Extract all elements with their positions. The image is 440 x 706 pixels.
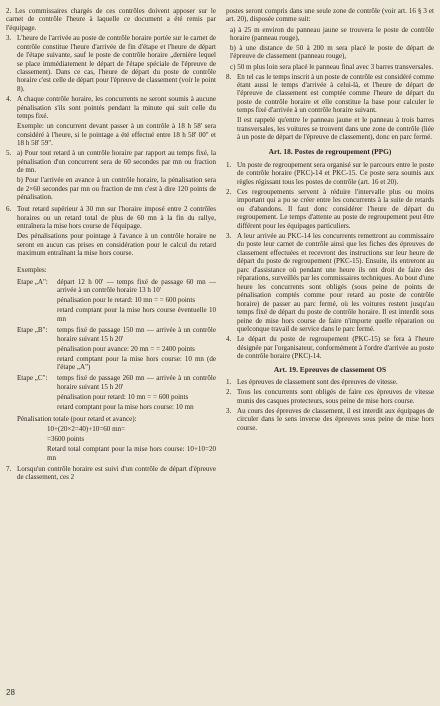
item-text: A leur arrivée au PKC-14 les concurrents remettront au commissaire du poste leur carnet de contrôle ainsi que les fiches des épreuves de classement effectuées et recevront des instructions sur leur heure de départ du poste de regroupement (PKC-15). Ensuite, ils entreront au parc d'assistance où pendant une heure ils ont droit de faire des réparations, surveillés par les commissaires techniques. Au bout d'une heure les concurrents sont obligés (sous peine de points de pénalisation comptés comme pour retard au poste de contrôle horaire) de passer au parc fermé, où les voitures restent jusqu'au temps fixé de départ du poste de contrôle horaire. Il est interdit sous peine de mise hors course de faire n'importe quelle réparation ou quelconque travail de service dans le parc fermé.	[237, 232, 434, 334]
list-item	[6, 122, 216, 147]
item-number: 3.	[226, 232, 232, 241]
example-b	[6, 326, 216, 373]
item-number: 1.	[226, 378, 232, 387]
example-line: retard comptant pour la mise hors course: 10 mn	[57, 402, 194, 411]
item-text: Tous les concurrents sont obligés de faire ces épreuves de vitesse munis des casques protecteurs, sous peine de mise hors course.	[237, 388, 434, 405]
list-item	[6, 95, 216, 120]
item-number: 6.	[6, 205, 12, 214]
item-text: b) Pour l'arrivée en avance à un contrôle horaire, la pénalisation sera de 2×60 secondes par mn ou fraction de mn c'est à dire 120 points de pénalisation.	[17, 176, 216, 202]
example-line: temps fixé de passage 150 mn — arrivée à un contrôle horaire suivant 15 h 20'	[57, 326, 216, 343]
list-item	[226, 161, 434, 186]
penalty-line: Retard total comptant pour la mise hors course: 10+10=20 mn	[47, 445, 216, 462]
example-label: Etape „A":	[17, 277, 48, 286]
examples-title: Exemples:	[17, 265, 47, 274]
list-item	[226, 73, 434, 144]
penalty-line: 10+(20×2=40)+10=60 mn=	[47, 425, 126, 433]
zone-item: c) 50 m plus loin sera placé le panneau final avec 3 barres transversales.	[230, 62, 434, 71]
list-item	[226, 407, 434, 432]
item-text: a) Pour tout retard à un contrôle horaire par rapport au temps fixé, la pénalisation d'un concurrent sera de 60 secondes par mn ou fraction de mn.	[17, 149, 216, 175]
item-number: 4.	[6, 95, 12, 104]
list-item	[6, 149, 216, 203]
item-text: Exemple: un concurrent devant passer à un contrôle à 18 h 58' sera considéré à l'heure, si le pointage a été effectué entre 18 h 58' 00" et 18 h 58' 59".	[17, 122, 216, 148]
art18-heading: Art. 18. Postes de regroupement (PPG)	[268, 147, 392, 157]
item-number: 1.	[226, 160, 232, 169]
intro-paragraph: 2. Les commissaires chargés de ces contrôles doivent apposer sur le carnet de contrôle l'heure à laquelle ce document a été remis par l'équipage.	[6, 7, 216, 32]
penalty-line: Pénalisation totale (pour retard et avance):	[17, 414, 137, 423]
item-text: Un poste de regroupement sera organisé sur le parcours entre le poste de contrôle horaire (PKC)-14 et PKC-15. Ce poste sera soumis aux règles régissant tous les postes de contrôle (art. 16 et 20).	[237, 160, 434, 186]
example-line: retard comptant pour la mise hors course: 10 mn (de l'étape „A")	[57, 354, 216, 372]
penalty-line: =3600 points	[47, 435, 85, 444]
item-text: Ces regroupements servent à réduire l'intervalle plus ou moins important qui a pu se créer entre les concurrents à la suite de retards ou d'abandons. Il faut donc considérer l'heure de départ du regroupement. Le temps d'attente au poste de regroupement peut être différent pour les équipages particuliers.	[237, 187, 434, 230]
item-text: Lorsqu'un contrôle horaire est suivi d'un contrôle de départ d'épreuve de classement, ces 2	[17, 465, 216, 482]
item-text: Les épreuves de classement sont des épreuves de vitesse.	[237, 378, 398, 387]
item-text: L'heure de l'arrivée au poste de contrôle horaire portée sur le carnet de contrôle constitue l'heure d'arrivée de fin d'étape et l'heure de départ de l'étape suivante, sauf le poste de contrôle horaire „dernière lequel se place immédiatement le départ de l'étape spéciale de l'épreuve de classement). Dans ce cas, l'heure de départ du poste de contrôle horaire c'est celle de départ pour l'épreuve de classement (voir le point 8).	[17, 34, 216, 93]
example-c	[6, 374, 216, 413]
art19-heading: Art. 19. Epreuves de classement OS	[273, 364, 387, 374]
item-number: 2.	[226, 187, 232, 196]
zone-item: a) à 25 m environ du panneau jaune se trouvera le poste de contrôle horaire (panneau rouge),	[230, 25, 434, 42]
continued-paragraph: postes seront compris dans une seule zone de contrôle (voir art. 16 § 3 et art. 20), disposée comme suit:	[226, 7, 434, 24]
example-line: départ 12 h 00' — temps fixé de passage 60 mn — arrivée à un contrôle horaire 13 h 10'	[57, 277, 216, 295]
example-line: pénalisation pour retard: 10 mn = = 600 points	[57, 392, 189, 401]
list-item	[226, 378, 434, 386]
item-number: 3.	[6, 34, 12, 43]
item-number: 5.	[6, 149, 12, 158]
list-item	[6, 465, 216, 482]
list-item	[6, 34, 216, 93]
example-line: temps fixé de passage 260 mn — arrivée à un contrôle horaire suivant 15 h 20'	[57, 374, 216, 391]
item-text: Tout retard supérieur à 30 mn sur l'horaire imposé entre 2 contrôles horaires ou un retard total de plus de 60 mn à la fin du rallye, entraînera la mise hors course de l'équipage.	[17, 205, 216, 231]
list-item	[226, 388, 434, 405]
example-line: retard comptant pour la mise hors course éventuelle 10 mn	[57, 306, 216, 323]
item-number	[6, 122, 17, 147]
example-line: pénalisation pour avance: 20 mn = = 2400 points	[57, 344, 195, 353]
item-number: 4.	[226, 335, 232, 344]
item-number: 3.	[226, 407, 232, 416]
zone-item: b) à une distance de 50 à 200 m sera placé le poste de départ de l'épreuve de classement (panneau rouge),	[230, 44, 434, 61]
left-column	[6, 7, 216, 484]
list-item	[226, 188, 434, 230]
list-item	[226, 232, 434, 333]
page-number: 28	[6, 688, 15, 697]
item-text: Le départ du poste de regroupement (PKC-15) se fera à l'heure désignée par l'organisateur, conformément à l'ordre d'arrivée au poste de contrôle horaire (PKC)-14.	[237, 335, 434, 361]
item-number: 8.	[226, 72, 232, 81]
penalty-total	[6, 415, 216, 462]
list-item	[6, 7, 216, 32]
item-text: Des pénalisations pour pointage à l'avance à un contrôle horaire ne seront en aucun cas prises en considération pour le calcul du retard maximum entraînant la mise hors course.	[17, 232, 216, 257]
list-item	[6, 205, 216, 259]
item-text: A chaque contrôle horaire, les concurrents ne seront soumis à aucune pénalisation s'ils sont pointés pendant la minute qui suit celle du temps fixé.	[17, 95, 216, 121]
example-label: Etape „B":	[17, 326, 48, 335]
item-text: Il est rappelé qu'entre le panneau jaune et le panneau à trois barres transversales, les voitures se trouvent dans une zone de contrôle (liée à un poste de départ de l'épreuve de classement), donc en parc fermé.	[237, 116, 434, 142]
item-text: En tel cas le temps inscrit à un poste de contrôle est considéré comme étant aussi le temps d'arrivée à celui-là, et l'heure de départ de l'épreuve de classement est comptée comme l'heure de départ du poste de contrôle horaire et elle constitue la base pour calculer le temps fixé d'arrivée à un contrôle horaire suivant.	[237, 72, 434, 115]
item-number: 7.	[6, 465, 12, 473]
right-column	[226, 7, 434, 434]
item-number: 2.	[226, 388, 232, 397]
zone-list	[226, 26, 434, 71]
item-text: Au cours des épreuves de classement, il est interdit aux équipages de circuler dans le sens inverse des épreuves sous peine de mise hors course.	[237, 407, 434, 432]
example-line: pénalisation pour le retard: 10 mn = = 600 points	[57, 296, 196, 305]
example-label: Etape „C":	[17, 374, 48, 383]
list-item	[226, 335, 434, 360]
example-a	[6, 278, 216, 325]
